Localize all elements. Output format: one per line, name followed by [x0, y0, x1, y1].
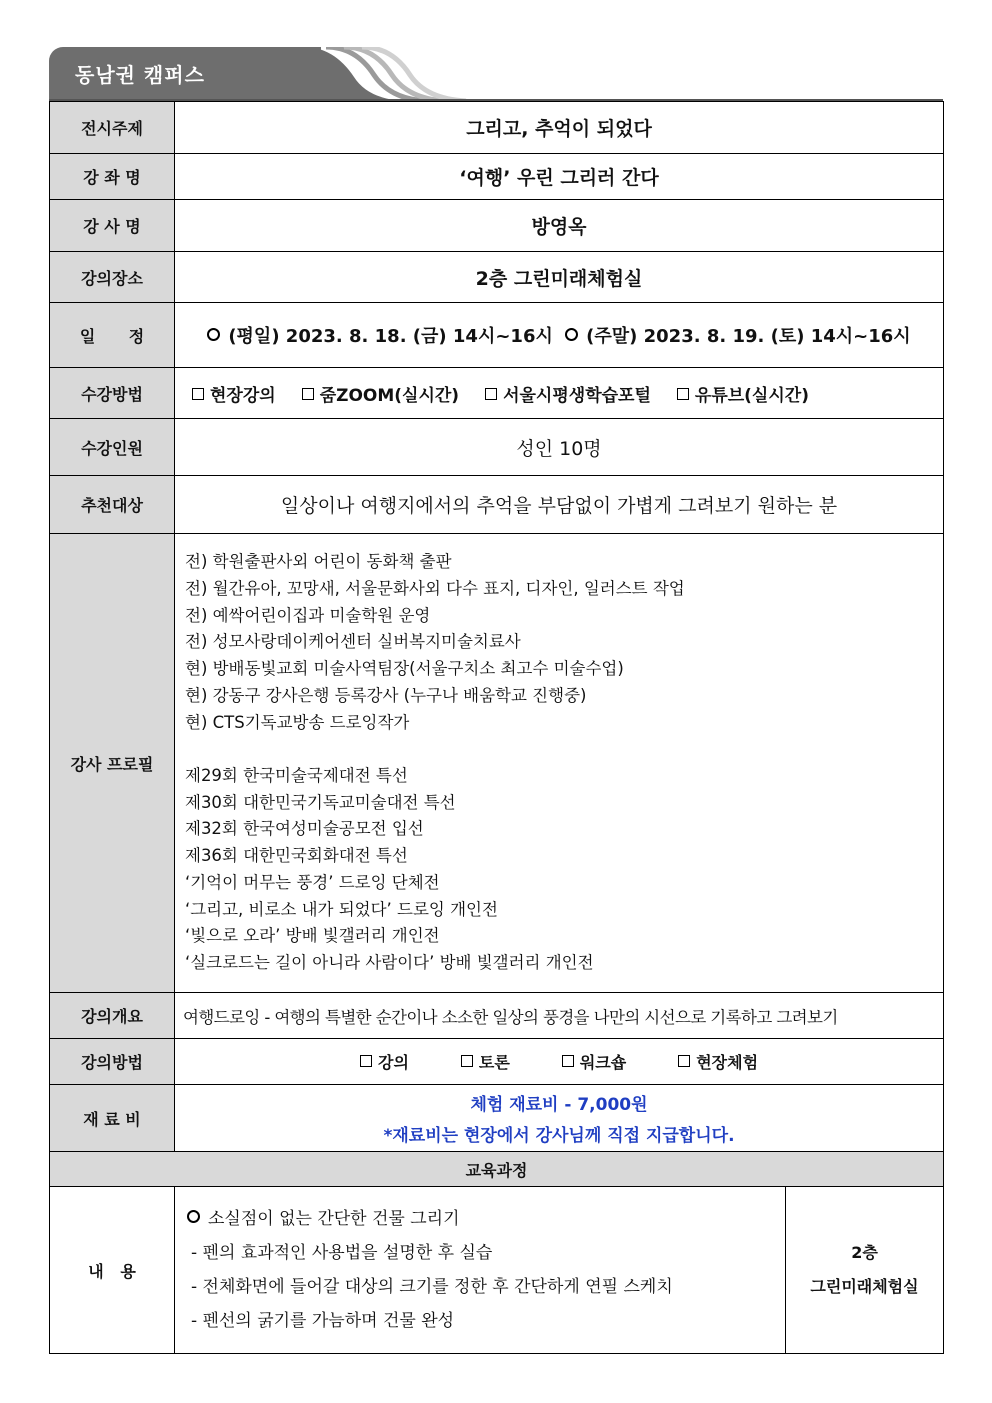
- course-value: ‘여행’ 우린 그리러 간다: [175, 154, 944, 200]
- fee-note: *재료비는 현장에서 강사님께 직접 지급합니다.: [383, 1126, 735, 1146]
- profile-career-item: 전) 예싹어린이집과 미술학원 운영: [185, 605, 431, 625]
- profile-award-item: ‘빛으로 오라’ 방배 빛갤러리 개인전: [185, 926, 440, 946]
- row-exhibition: [50, 102, 944, 154]
- fee-amount: 체험 재료비 - 7,000원: [470, 1095, 648, 1115]
- row-instructor: [50, 200, 944, 252]
- profile-career-item: 현) 강동구 강사은행 등록강사 (누구나 배움학교 진행중): [185, 685, 587, 705]
- course-info-table: [49, 101, 944, 1354]
- row-capacity: [50, 419, 944, 476]
- fee-label: 재 료 비: [50, 1085, 175, 1152]
- circle-bullet-icon: [565, 328, 578, 341]
- circle-bullet-icon: [187, 1210, 200, 1223]
- checkbox-icon: [302, 388, 314, 400]
- curriculum-content: [175, 1187, 786, 1354]
- exhibition-value: 그리고, 추억이 되었다: [175, 102, 944, 154]
- instructor-label: 강 사 명: [50, 200, 175, 252]
- method-option-portal: 서울시평생학습포털: [485, 386, 651, 406]
- profile-career-item: 현) CTS기독교방송 드로잉작가: [185, 712, 410, 732]
- schedule-weekend: (주말) 2023. 8. 19. (토) 14시~16시: [586, 326, 911, 347]
- checkbox-icon: [677, 388, 689, 400]
- row-lecture-method: [50, 1039, 944, 1085]
- lecture-method-options: [175, 1039, 944, 1085]
- profile-award-item: 제36회 대한민국회화대전 특선: [185, 846, 408, 866]
- profile-award-item: ‘기억이 머무는 풍경’ 드로잉 단체전: [185, 872, 440, 892]
- row-venue: [50, 252, 944, 303]
- lecture-option-lecture: 강의: [360, 1053, 409, 1072]
- place-room: 그린미래체험실: [810, 1277, 919, 1296]
- profile-awards-list: [185, 763, 943, 977]
- content-label: 내 용: [50, 1187, 175, 1354]
- target-label: 추천대상: [50, 476, 175, 534]
- profile-career-item: 전) 월간유아, 꼬망새, 서울문화사외 다수 표지, 디자인, 일러스트 작업: [185, 579, 685, 599]
- place-floor: 2층: [851, 1243, 878, 1262]
- profile-award-item: ‘그리고, 비로소 내가 되었다’ 드로잉 개인전: [185, 899, 498, 919]
- lecture-option-workshop: 워크숍: [562, 1053, 626, 1072]
- lecture-method-label: 강의방법: [50, 1039, 175, 1085]
- checkbox-icon: [678, 1055, 690, 1067]
- overview-label: 강의개요: [50, 993, 175, 1039]
- lecture-option-field: 현장체험: [678, 1053, 758, 1072]
- row-course: [50, 154, 944, 200]
- checkbox-icon: [461, 1055, 473, 1067]
- row-overview: [50, 993, 944, 1039]
- instructor-value: 방영옥: [175, 200, 944, 252]
- row-material-fee: [50, 1085, 944, 1152]
- banner-stripes-decoration: [304, 47, 484, 101]
- row-profile: [50, 534, 944, 993]
- target-value: 일상이나 여행지에서의 추억을 부담없이 가볍게 그려보기 원하는 분: [175, 476, 944, 534]
- schedule-label: 일 정: [50, 303, 175, 368]
- checkbox-icon: [562, 1055, 574, 1067]
- venue-label: 강의장소: [50, 252, 175, 303]
- curriculum-sub-item: - 전체화면에 들어갈 대상의 크기를 정한 후 간단하게 연필 스케치: [191, 1277, 673, 1297]
- capacity-value: 성인 10명: [175, 419, 944, 476]
- row-schedule: [50, 303, 944, 368]
- fee-value: [175, 1085, 944, 1152]
- curriculum-title: 교육과정: [50, 1152, 944, 1187]
- checkbox-icon: [192, 388, 204, 400]
- profile-content: [175, 534, 944, 993]
- venue-value: 2층 그린미래체험실: [175, 252, 944, 303]
- course-label: 강 좌 명: [50, 154, 175, 200]
- curriculum-sub-list: [187, 1236, 785, 1338]
- method-option-zoom: 줌ZOOM(실시간): [302, 386, 459, 406]
- capacity-label: 수강인원: [50, 419, 175, 476]
- profile-award-item: 제32회 한국여성미술공모전 입선: [185, 819, 424, 839]
- overview-value: 여행드로잉 - 여행의 특별한 순간이나 소소한 일상의 풍경을 나만의 시선으로 기록하고 그려보기: [175, 993, 944, 1039]
- checkbox-icon: [485, 388, 497, 400]
- campus-banner: [49, 47, 943, 101]
- row-attendance-method: [50, 368, 944, 419]
- profile-career-item: 전) 학원출판사외 어린이 동화책 출판: [185, 552, 452, 572]
- exhibition-label: 전시주제: [50, 102, 175, 154]
- campus-title: 동남권 캠퍼스: [75, 63, 205, 87]
- profile-award-item: 제30회 대한민국기독교미술대전 특선: [185, 792, 456, 812]
- circle-bullet-icon: [207, 328, 220, 341]
- profile-label: 강사 프로필: [50, 534, 175, 993]
- profile-award-item: 제29회 한국미술국제대전 특선: [185, 765, 408, 785]
- profile-career-item: 전) 성모사랑데이케어센터 실버복지미술치료사: [185, 632, 521, 652]
- method-options: [175, 368, 944, 419]
- checkbox-icon: [360, 1055, 372, 1067]
- lecture-option-discussion: 토론: [461, 1053, 510, 1072]
- row-curriculum-content: [50, 1187, 944, 1354]
- schedule-value: [175, 303, 944, 368]
- profile-award-item: ‘실크로드는 길이 아니라 사람이다’ 방배 빛갤러리 개인전: [185, 952, 594, 972]
- curriculum-main-item: 소실점이 없는 간단한 건물 그리기: [187, 1202, 785, 1236]
- profile-career-item: 현) 방배동빛교회 미술사역팀장(서울구치소 최고수 미술수업): [185, 659, 624, 679]
- curriculum-sub-item: - 펜선의 굵기를 가늠하며 건물 완성: [191, 1311, 455, 1331]
- row-target: [50, 476, 944, 534]
- method-label: 수강방법: [50, 368, 175, 419]
- curriculum-place: [786, 1187, 944, 1354]
- method-option-onsite: 현장강의: [192, 386, 276, 406]
- method-option-youtube: 유튜브(실시간): [677, 386, 809, 406]
- profile-career-list: [185, 549, 943, 736]
- curriculum-sub-item: - 펜의 효과적인 사용법을 설명한 후 실습: [191, 1243, 493, 1263]
- row-curriculum-header: [50, 1152, 944, 1187]
- schedule-weekday: (평일) 2023. 8. 18. (금) 14시~16시: [228, 326, 553, 347]
